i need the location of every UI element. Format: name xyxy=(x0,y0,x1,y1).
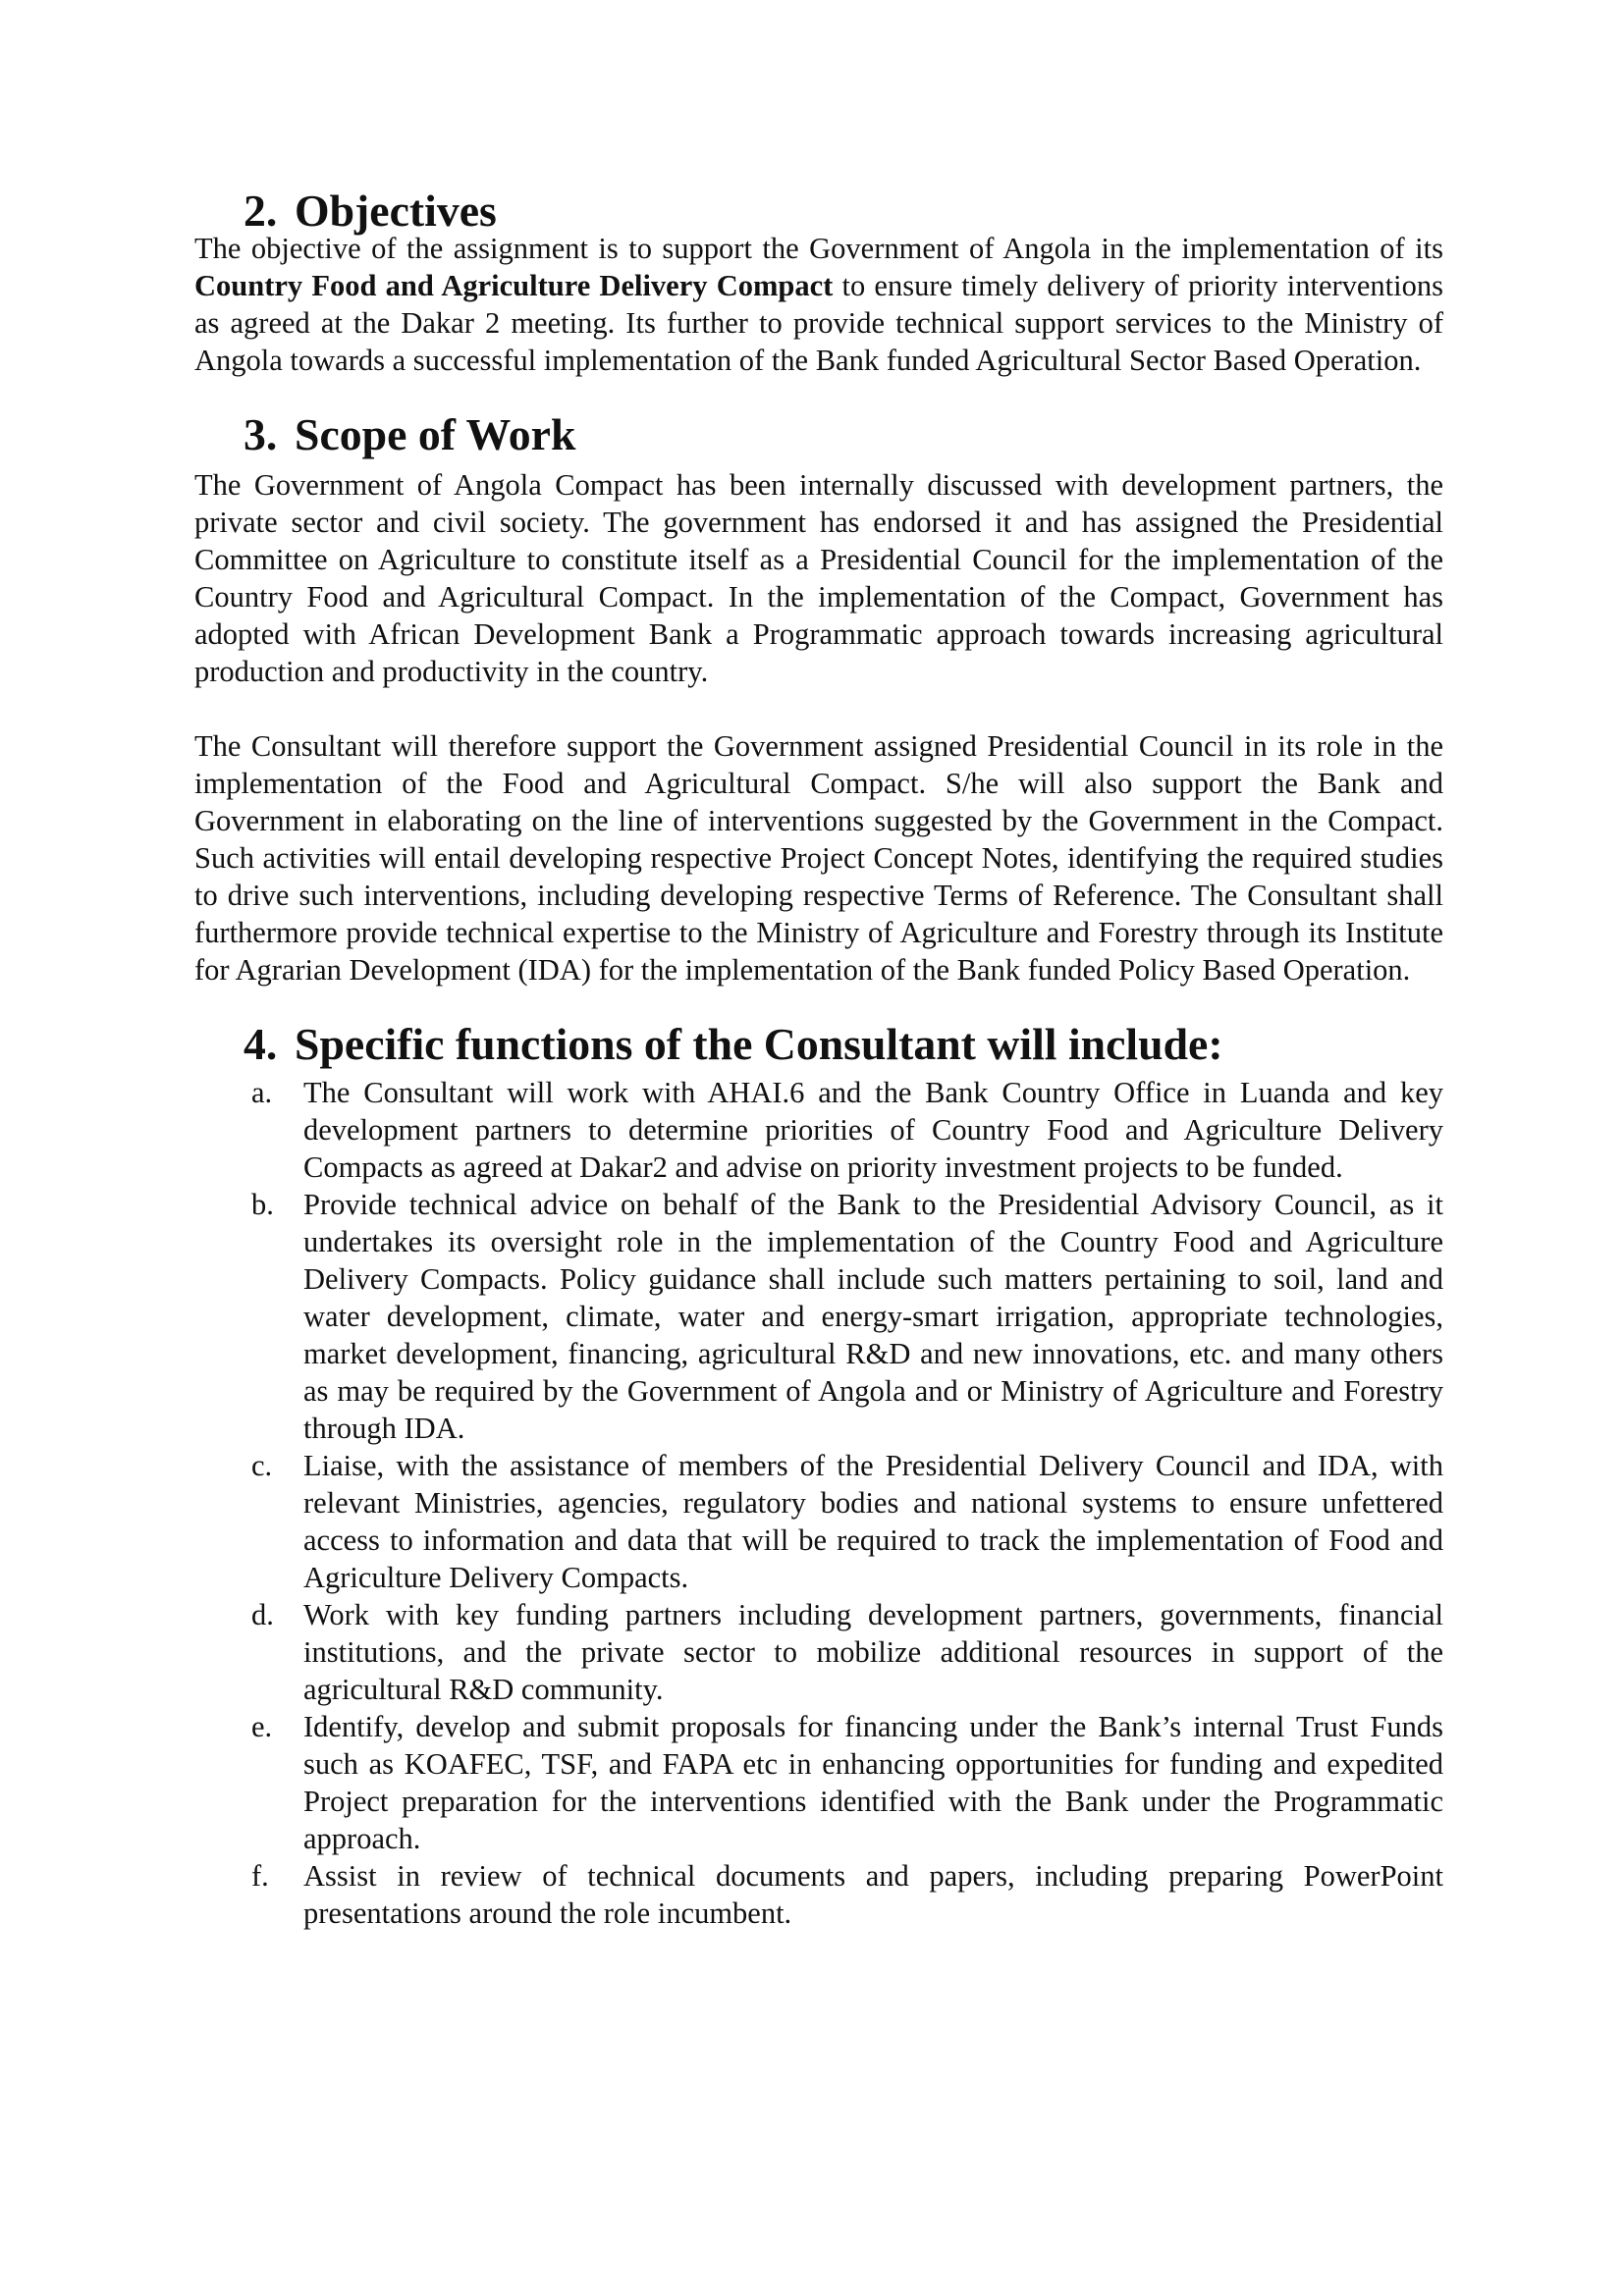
section-title: Scope of Work xyxy=(295,409,576,459)
objectives-text-start: The objective of the assignment is to support the Government of Angola in the implementation of its xyxy=(194,232,1443,265)
scope-paragraph-2: The Consultant will therefore support the Government assigned Presidential Council in its role in the implementation of the Food and Agricultural Compact. S/he will also support the Bank and Government in elaborating on the line of interventions suggested by the Government in the Compact. Such activities will entail developing respective Project Concept Notes, identifying the required studies to drive such interventions, including developing respective Terms of Reference. The Consultant shall furthermore provide technical expertise to the Ministry of Agriculture and Forestry through its Institute for Agrarian Development (IDA) for the implementation of the Bank funded Policy Based Operation. xyxy=(194,729,1443,987)
list-item-text: Identify, develop and submit proposals for financing under the Bank’s internal Trust Funds such as KOAFEC, TSF, and FAPA etc in enhancing opportunities for funding and expedited Project preparation for the interventions identified with the Bank under the Programmatic approach. xyxy=(303,1710,1443,1855)
list-item-text: Provide technical advice on behalf of the Bank to the Presidential Advisory Council, as it undertakes its oversight role in the implementation of the Country Food and Agriculture Delivery Compacts. Policy guidance shall include such matters pertaining to soil, land and water development, climate, water and energy-smart irrigation, appropriate technologies, market development, financing, agricultural R&D and new innovations, etc. and many others as may be required by the Government of Angola and or Ministry of Agriculture and Forestry through IDA. xyxy=(303,1188,1443,1445)
list-item xyxy=(194,1447,1443,1596)
list-item xyxy=(194,1857,1443,1932)
list-marker: f. xyxy=(251,1859,269,1893)
section-heading-functions xyxy=(194,1019,1443,1069)
section-heading-scope xyxy=(194,409,1443,459)
list-marker: b. xyxy=(251,1188,274,1221)
section-heading-objectives xyxy=(194,186,1443,236)
list-item-text: Assist in review of technical documents and papers, including preparing PowerPoint presentations around the role incumbent. xyxy=(303,1859,1443,1930)
list-item xyxy=(194,1708,1443,1857)
list-item xyxy=(194,1596,1443,1708)
section-title: Specific functions of the Consultant will include: xyxy=(295,1019,1223,1069)
list-item-text: Work with key funding partners including development partners, governments, financial institutions, and the private sector to mobilize additional resources in support of the agricultural R&D community. xyxy=(303,1598,1443,1706)
list-item xyxy=(194,1074,1443,1186)
list-item-text: Liaise, with the assistance of members of the Presidential Delivery Council and IDA, with relevant Ministries, agencies, regulatory bodies and national systems to ensure unfettered access to information and data that will be required to track the implementation of Food and Agriculture Delivery Compacts. xyxy=(303,1449,1443,1594)
list-item xyxy=(194,1186,1443,1447)
section-number: 3. xyxy=(244,409,278,459)
document-page xyxy=(194,186,1443,1932)
scope-paragraph-1: The Government of Angola Compact has been internally discussed with development partners, the private sector and civil society. The government has endorsed it and has assigned the Presidential Committee on Agriculture to constitute itself as a Presidential Council for the implementation of the Country Food and Agricultural Compact. In the implementation of the Compact, Government has adopted with African Development Bank a Programmatic approach towards increasing agricultural production and productivity in the country. xyxy=(194,468,1443,688)
objectives-compact-name: Country Food and Agriculture Delivery Compact xyxy=(194,269,834,302)
section-title: Objectives xyxy=(295,186,497,236)
list-marker: d. xyxy=(251,1598,274,1631)
section-number: 2. xyxy=(244,186,278,236)
list-marker: c. xyxy=(251,1449,273,1482)
section-number: 4. xyxy=(244,1019,278,1069)
list-marker: e. xyxy=(251,1710,273,1743)
objectives-paragraph xyxy=(194,230,1443,379)
functions-list xyxy=(194,1074,1443,1932)
list-marker: a. xyxy=(251,1076,273,1109)
list-item-text: The Consultant will work with AHAI.6 and the Bank Country Office in Luanda and key development partners to determine priorities of Country Food and Agriculture Delivery Compacts as agreed at Dakar2 and advise on priority investment projects to be funded. xyxy=(303,1076,1443,1184)
paragraph-spacer xyxy=(194,690,1443,727)
objectives-text-end: to ensure timely delivery of priority interventions as agreed at the Dakar 2 meeting. Its further to provide technical support services to the Ministry of Angola towards a successful implementation of the Bank funded Agricultural Sector Based Operation. xyxy=(194,269,1443,377)
